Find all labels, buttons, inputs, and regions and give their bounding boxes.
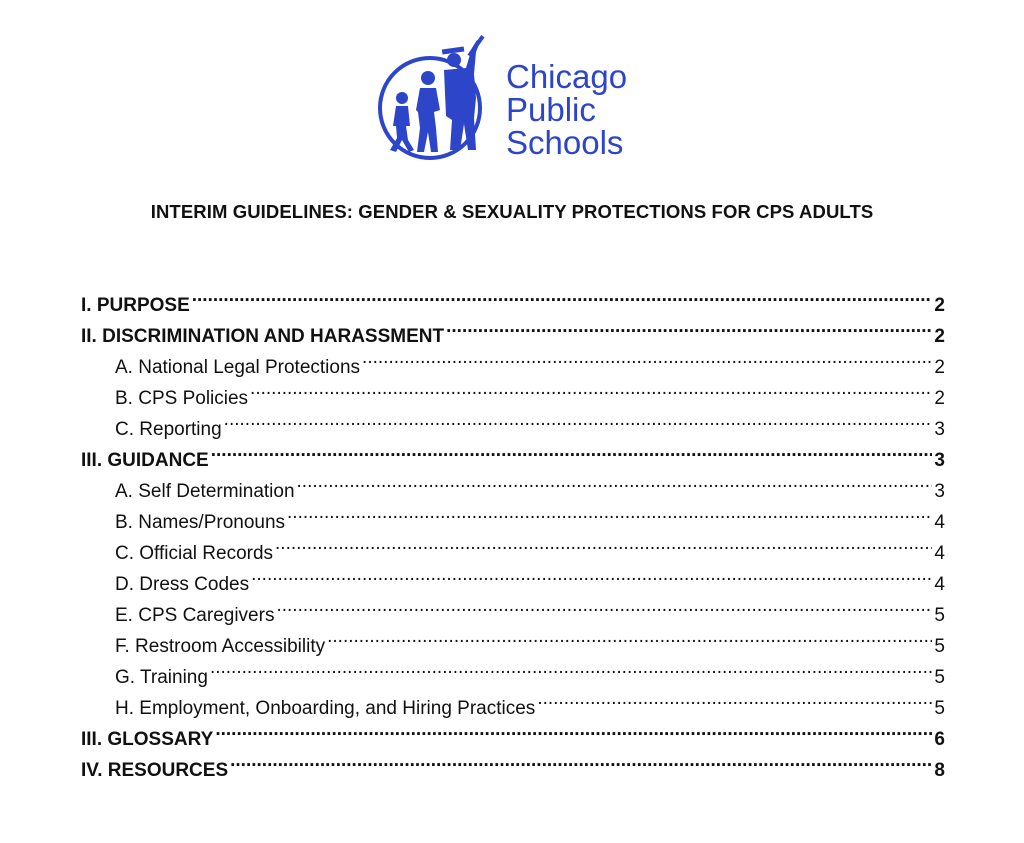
- toc-dot-leader: [192, 280, 933, 311]
- cps-logo-emblem-icon: [376, 28, 506, 168]
- toc-entry-label[interactable]: B. CPS Policies: [115, 388, 249, 409]
- toc-dot-leader: [251, 559, 932, 590]
- toc-entry[interactable]: [81, 652, 945, 688]
- toc-entry-page-number[interactable]: 4: [934, 574, 945, 595]
- logo-line-2: Public: [506, 91, 596, 128]
- toc-entry-label[interactable]: III. GLOSSARY: [81, 729, 214, 750]
- toc-dot-leader: [210, 652, 932, 683]
- toc-entry-page-number[interactable]: 8: [934, 760, 945, 781]
- toc-entry-label[interactable]: I. PURPOSE: [81, 295, 190, 316]
- toc-dot-leader: [211, 435, 933, 466]
- toc-entry-page-number[interactable]: 5: [934, 636, 945, 657]
- table-of-contents: [81, 280, 945, 781]
- toc-entry-page-number[interactable]: 4: [934, 512, 945, 533]
- toc-entry-label[interactable]: IV. RESOURCES: [81, 760, 229, 781]
- toc-dot-leader: [230, 745, 932, 776]
- toc-entry-page-number[interactable]: 2: [934, 326, 945, 347]
- toc-dot-leader: [276, 590, 932, 621]
- toc-entry[interactable]: [81, 280, 945, 316]
- toc-entry-label[interactable]: III. GUIDANCE: [81, 450, 209, 471]
- toc-dot-leader: [362, 342, 932, 373]
- logo-line-3: Schools: [506, 124, 624, 161]
- toc-entry-page-number[interactable]: 5: [934, 605, 945, 626]
- toc-entry-page-number[interactable]: 6: [934, 729, 945, 750]
- toc-dot-leader: [275, 528, 932, 559]
- toc-dot-leader: [224, 404, 933, 435]
- toc-entry[interactable]: [81, 466, 945, 502]
- toc-entry-page-number[interactable]: 3: [934, 419, 945, 440]
- toc-entry-page-number[interactable]: 5: [934, 667, 945, 688]
- toc-dot-leader: [287, 497, 932, 528]
- toc-entry[interactable]: [81, 435, 945, 471]
- toc-dot-leader: [297, 466, 933, 497]
- toc-dot-leader: [537, 683, 932, 714]
- toc-entry-page-number[interactable]: 3: [934, 450, 945, 471]
- toc-entry-page-number[interactable]: 2: [934, 388, 945, 409]
- toc-dot-leader: [250, 373, 932, 404]
- toc-dot-leader: [446, 311, 932, 342]
- toc-entry-label[interactable]: F. Restroom Accessibility: [115, 636, 326, 657]
- toc-entry[interactable]: [81, 311, 945, 347]
- toc-entry-label[interactable]: II. DISCRIMINATION AND HARASSMENT: [81, 326, 445, 347]
- toc-dot-leader: [327, 621, 932, 652]
- toc-entry-page-number[interactable]: 2: [934, 295, 945, 316]
- toc-entry-page-number[interactable]: 2: [934, 357, 945, 378]
- toc-entry-label[interactable]: G. Training: [115, 667, 208, 688]
- cps-logo: [376, 28, 676, 168]
- toc-entry-page-number[interactable]: 3: [934, 481, 945, 502]
- toc-entry-page-number[interactable]: 4: [934, 543, 945, 564]
- toc-entry-label[interactable]: C. Reporting: [115, 419, 222, 440]
- toc-entry-label[interactable]: H. Employment, Onboarding, and Hiring Practices: [115, 698, 536, 719]
- toc-entry[interactable]: [81, 683, 945, 719]
- toc-entry-page-number[interactable]: 5: [934, 698, 945, 719]
- cps-logo-wordmark: [506, 60, 627, 159]
- toc-entry-label[interactable]: D. Dress Codes: [115, 574, 250, 595]
- toc-dot-leader: [215, 714, 932, 745]
- logo-line-1: Chicago: [506, 58, 628, 95]
- toc-entry-label[interactable]: B. Names/Pronouns: [115, 512, 286, 533]
- toc-entry-label[interactable]: A. Self Determination: [115, 481, 295, 502]
- toc-entry-label[interactable]: C. Official Records: [115, 543, 274, 564]
- document-title: INTERIM GUIDELINES: GENDER & SEXUALITY PROTECTIONS FOR CPS ADULTS: [150, 201, 874, 222]
- toc-entry-label[interactable]: A. National Legal Protections: [115, 357, 361, 378]
- toc-entry-label[interactable]: E. CPS Caregivers: [115, 605, 275, 626]
